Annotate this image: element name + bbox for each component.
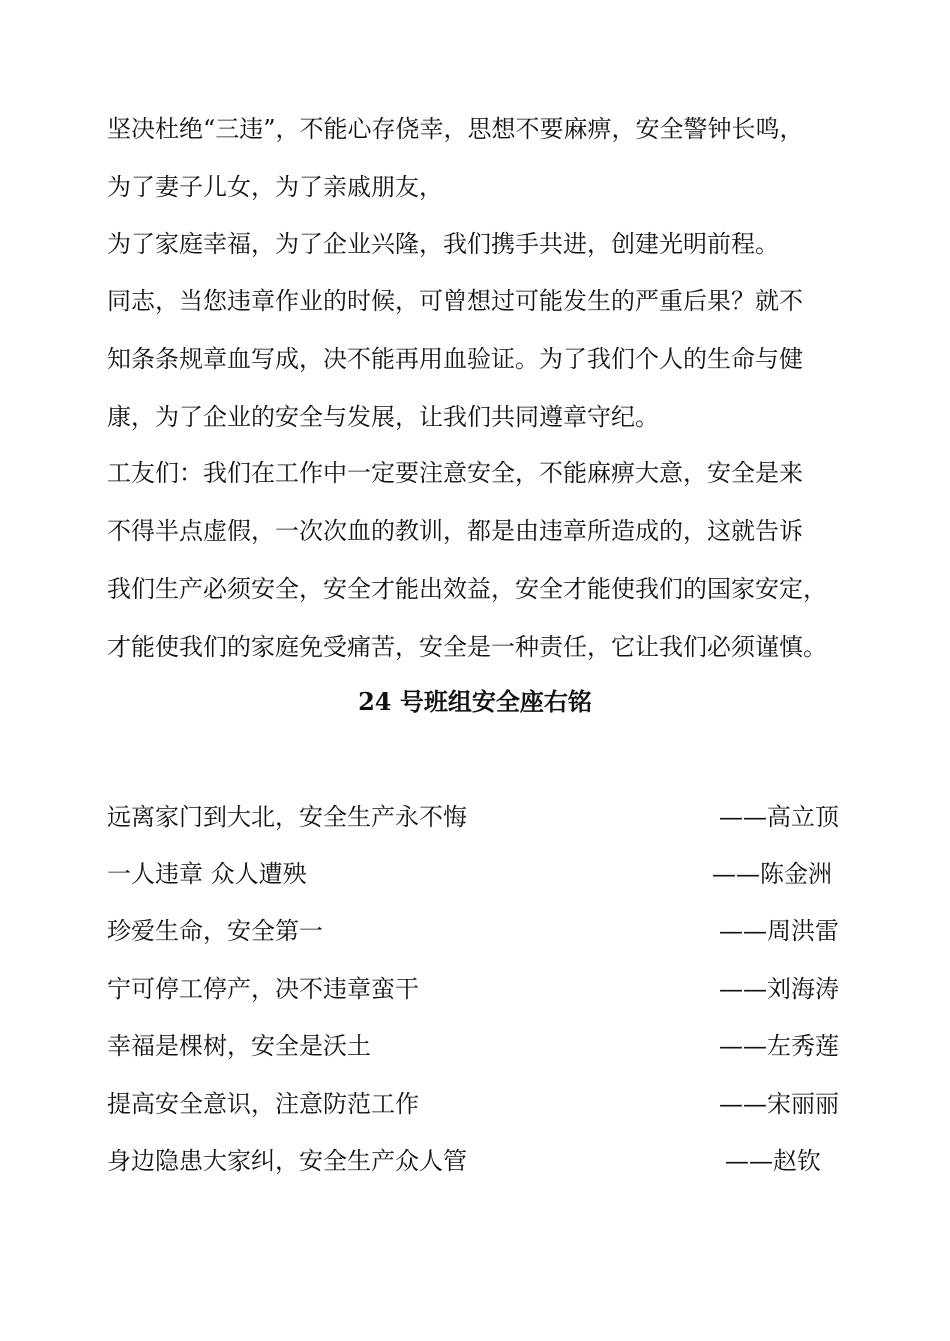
paragraph-line: 不得半点虚假，一次次血的教训，都是由违章所造成的，这就告诉 [107, 517, 803, 545]
motto-author: ——刘海涛 [719, 975, 839, 1003]
motto-author: ——陈金洲 [712, 860, 832, 888]
motto-author: ——赵钦 [725, 1147, 821, 1175]
paragraph-line: 才能使我们的家庭免受痛苦，安全是一种责任，它让我们必须谨慎。 [107, 633, 827, 661]
paragraph-3 [107, 272, 851, 446]
section-title: 24 号班组安全座右铭 [358, 687, 592, 716]
motto-author: ——高立顶 [719, 803, 839, 831]
motto-row [107, 1022, 851, 1070]
paragraph-line: 康，为了企业的安全与发展，让我们共同遵章守纪。 [107, 403, 659, 431]
motto-row [107, 1080, 851, 1128]
motto-text: 宁可停工停产，决不违章蛮干 [107, 975, 419, 1003]
paragraph-line: 工友们：我们在工作中一定要注意安全，不能麻痹大意，安全是来 [107, 459, 803, 487]
motto-row [107, 965, 851, 1013]
paragraph-line: 坚决杜绝“三违”，不能心存侥幸，思想不要麻痹，安全警钟长鸣， [107, 115, 804, 143]
motto-author: ——宋丽丽 [719, 1090, 839, 1118]
paragraph-line: 同志，当您违章作业的时候，可曾想过可能发生的严重后果？就不 [107, 287, 803, 315]
motto-row [107, 850, 851, 898]
motto-row [107, 793, 851, 841]
paragraph-line: 为了妻子儿女，为了亲戚朋友， [107, 173, 443, 201]
paragraph-1 [107, 100, 851, 216]
motto-text: 珍爱生命，安全第一 [107, 917, 323, 945]
motto-text: 身边隐患大家纠，安全生产众人管 [107, 1147, 467, 1175]
motto-text: 一人违章 众人遭殃 [107, 860, 307, 888]
motto-row [107, 907, 851, 955]
paragraph-line: 知条条规章血写成，决不能再用血验证。为了我们个人的生命与健 [107, 345, 803, 373]
paragraph-2 [107, 215, 851, 273]
motto-text: 远离家门到大北，安全生产永不悔 [107, 803, 467, 831]
paragraph-line: 我们生产必须安全，安全才能出效益，安全才能使我们的国家安定， [107, 575, 827, 603]
motto-author: ——左秀莲 [719, 1032, 839, 1060]
paragraph-line: 为了家庭幸福，为了企业兴隆，我们携手共进，创建光明前程。 [107, 230, 779, 258]
motto-author: ——周洪雷 [719, 917, 839, 945]
motto-text: 提高安全意识，注意防范工作 [107, 1090, 419, 1118]
motto-row [107, 1137, 851, 1185]
paragraph-4 [107, 444, 851, 676]
motto-text: 幸福是棵树，安全是沃土 [107, 1032, 371, 1060]
